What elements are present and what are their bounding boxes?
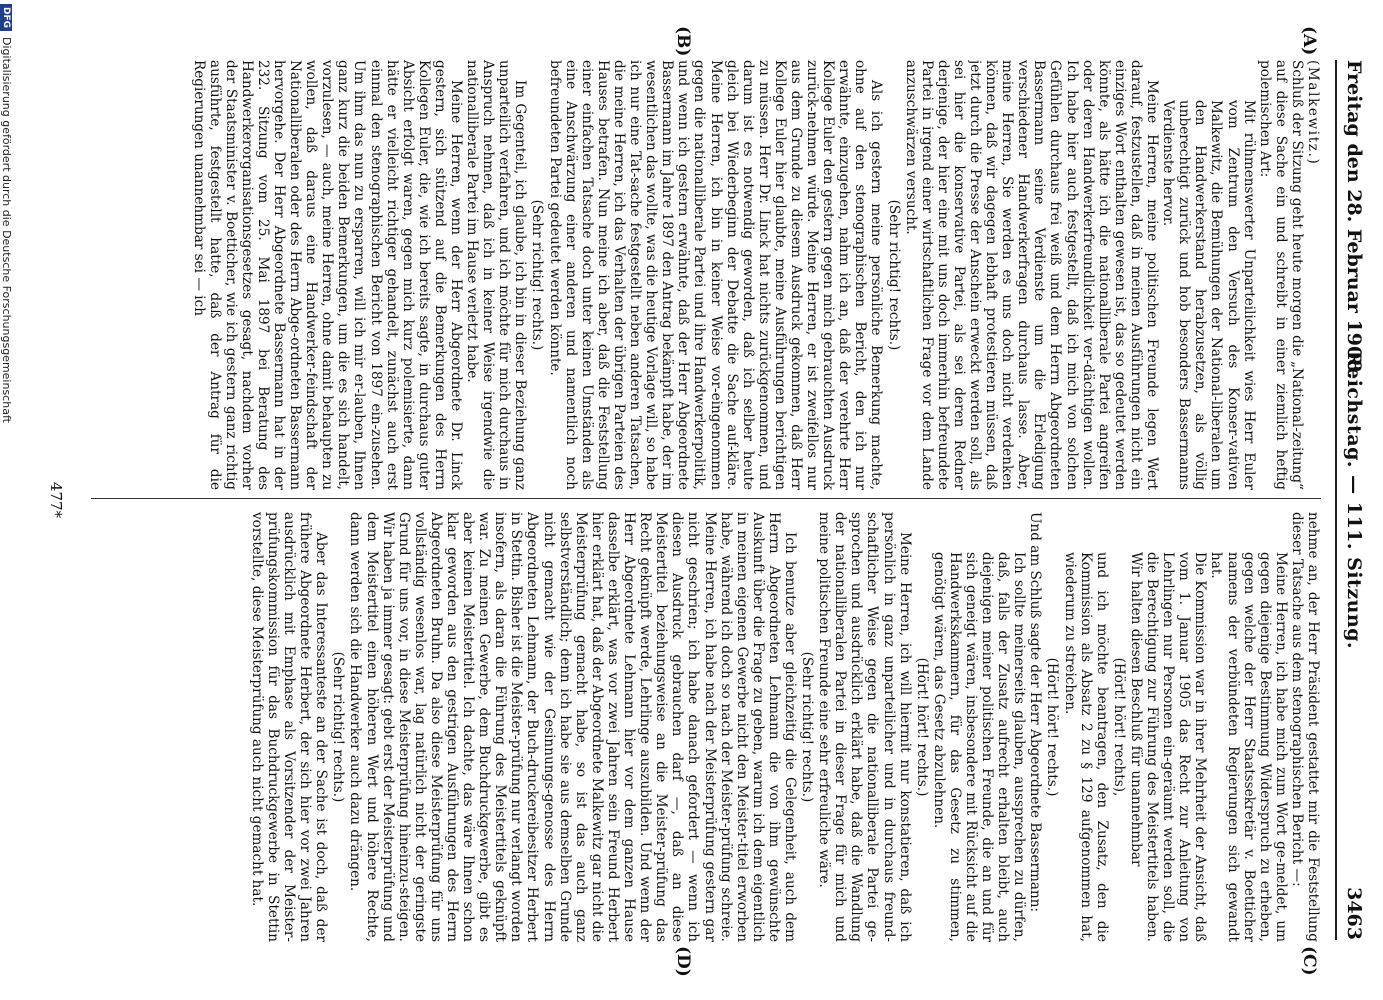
paragraph: Schluß der Sitzung geht heute morgen die „National-zeitung“ auf diese Sache ein und schreibt in einer ziemlich heftig polemischen Art: xyxy=(1256,60,1305,490)
paragraph: Ich benutze aber gleichzeitig die Gelegenheit, auch dem Herrn Abgeordneten Lehmann die von ihm gewünschte Auskunft über die Frage zu geben, warum ich dem eigentlich in meinen eigenen Gewerbe nicht den Meister-titel erworben habe, während ich doch so nach der Meister-prüfung schreie. Meine Herren, ich habe nach der Meisterprüfung gestern gar nicht geschrien; ich habe danach gefordert — wenn ich diesen Ausdruck gebrauchen darf —, daß an diese Meistertitel beziehungsweise an die Meister-prüfung das Recht geknüpft werde, Lehrlinge auszubilden. Und wenn der Herr Abgeordnete Lehmann hier vor dem ganzen Hause dasselbe erklärt, was vor zwei Jahren sein Freund Herbert hier erklärt hat, daß der Abgeordnete Malkewitz gar nicht die Meisterprüfung gemacht habe, so ist das auch ganz selbstverständlich; denn ich habe sie aus demselben Grunde nicht gemacht wie der Gesinnungs-genosse des Herrn Abgeordneten Lehmann, der Buch-druckereibesitzer Herbert in Stettin. Bisher ist die Meister-prüfung nur verlangt worden insofern, als daran die Führung des Meistertitels geknüpft war. Zu meinen Gewerbe, dem Buchdruckgewerbe, gibt es aber keinen Meistertitel. Ich dachte, das wäre Ihnen schon klar geworden aus den gestrigen Ausführungen des Herrn Abgeordneten Bruhn. Da also diese Meisterprüfung für uns vollständig wesenlos war, lag natürlich nicht der geringste Grund für uns vor, in diese Meisterprüfung hineinzu-steigen. Wir haben ja immer gesagt: gebt erst der Meisterprüfung und dem Meistertitel einen höheren Wert und höhere Rechte, dann werden sich die Handwerker auch dazu drängen. xyxy=(347,512,798,942)
interjection: (Hört! hört! rechts), xyxy=(1110,657,1127,797)
paragraph: Meine Herren, wenn der Herr Abgeordnete Dr. Linck gestern, sich stützend auf die Bemerkungen des Herrn Kollegen Euler, die, wie ich bereits sagte, in durchaus guter Absicht erfolgt waren, gegen mich kurz polemisierte, dann hätte er vielleicht richtiger gehandelt, zunächst auch erst einmal den stenographischen Bericht von 1897 ein-zusehen. Um ihm das nun zu ersparren, will ich mir er-lauben, Ihnen ganz kurz die beiden Bemerkungen, um die es sich handelt, vorzulesen, — auch, meine Herren, ohne damit behaupten zu wollen, daß daraus eine Handwerker-feindschaft der Nationalliberalen oder des Herrn Abge-ordneten Bassermann hervorgehe. Der Herr Abgeordnete Bassermann hat in der 232. Sitzung vom 25. Mai 1897 bei Beratung des Handwerkerorganisationsgesetzes gesagt, nachdem vorher der Staatsminister v. Boetticher, wie ich gestern ganz richtig ausführte, festgestellt hatte, daß der Antrag für die Regierungen unannehmbar sei — ich xyxy=(190,60,465,490)
paragraph: Meine Herren, meine politischen Freunde legen Wert darauf, festzustellen, daß in meinen Ausführungen nicht ein einziges Wort enthalten gewesen ist, das so gedeutet werden könnte, als hätte ich die nationalliberale Partei angreifen oder deren Handwerkerfreundlichkeit ver-dächtigen wollen. Ich habe hier auch festgestellt, daß ich mich von solchen Gefühlen durchaus frei weiß und dem Herrn Abgeordneten Bassermann seine Verdienste um die Erledigung verschiedener Handwerkerfragen durchaus lasse. Aber, meine Herren, Sie werden es uns doch nicht verdenken können, daß wir dagegen lebhaft protestieren müssen, daß jetzt durch die Presse der Anschein erweckt werden soll, als sei hier die konservative Partei, als sei deren Redner derjenige, der hier eine mit uns doch immerhin befreundete Partei in irgend einer wirtschaftlichen Frage vor dem Lande anzuschwärzen versucht. xyxy=(902,60,1161,490)
interjection: (Sehr richtig! rechts.) xyxy=(799,651,816,803)
dfg-logo: DFG xyxy=(1,4,13,31)
paragraph: (Malkewitz.) xyxy=(1305,60,1321,166)
digitization-credit xyxy=(0,0,13,984)
paragraph: Als ich gestern meine persönliche Bemerkung machte, ohne auf den stenographischen Bericht, den ich nur erwähnte, einzugehen, nahm ich an, daß der verehrte Herr Kollege Euler den gestern gegen mich gebrauchten Ausdruck zurück-nehmen würde. Meine Herren, er ist zweifellos nur aus dem Grunde zu diesem Ausdruck gekommen, daß Herr Kollege Euler hier glaubte, meine Ausführungen berichtigen zu müssen. Herr Dr. Linck hat nichts zurückgenommen, und darum ist es notwendig geworden, daß ich selber heute gleich bei Wiederbeginn der Debatte die Sache auf-kläre. Meine Herren, ich bin in keiner Weise vor-eingenommen gegen die nationalliberale Partei und ihre Handwerkerpolitik, und wenn ich gestern erwähnte, daß der Herr Abgeordnete Bassermann im Jahre 1897 den Antrag bekämpft habe, der im wesentlichen das wollte, was die heutige Vorlage will, so habe ich nur eine Tat-sache festgestellt neben anderen Tatsachen, die meine Herren, ich das Verhalten der übrigen Parteien des Hauses betrafen. Nun meine ich aber, daß die Feststellung einer einfachen Tatsache doch unter keinen Umständen als eine Anschwärzung einer anderen und namentlich noch befreundeten Partei gedeutet werden könnte. xyxy=(546,60,885,490)
margin-marker-d: (D) xyxy=(673,946,693,977)
right-text-column xyxy=(81,512,1321,942)
paragraph: Die Kommission war in ihrer Mehrheit der Ansicht, daß vom 1. Januar 1905 das Recht zur Anleitung von Lehrlingen nur Personen ein-geräumt werden soll, die die Berechtigung zur Führung des Meistertitels haben. Wir halten diesen Beschluß für unannehmbar xyxy=(1127,552,1209,942)
interjection: (Sehr richtig! rechts.) xyxy=(330,651,347,803)
paragraph: Ich sollte meinerseits glauben, aussprechen zu dürfen, daß, falls der Zusatz aufrecht erhalten bleibt, auch diejenigen meiner politischen Freunde, die an und für sich geneigt wären, insbesondere mit Rücksicht auf die Handwerkskammern, für das Gesetz zu stimmen, genötigt wären, das Gesetz abzulehnen. xyxy=(930,552,1028,942)
paragraph: nehme an, der Herr Präsident gestattet mir die Feststellung dieser Tatsache aus dem stenographischen Bericht —: xyxy=(1288,512,1321,942)
interjection: (Sehr richtig! rechts.) xyxy=(885,199,902,351)
column-divider xyxy=(91,498,1321,499)
paragraph: Meine Herren, ich habe mich zum Wort ge-meldet, um gegen diejenige Bestimmung Widerspruch zu erheben, gegen welche der Herr Staatssekretär v. Boetticher namens der verbündeten Regierungen sich gewandt hat. xyxy=(1208,552,1289,942)
interjection: (Hört! hört! rechts.) xyxy=(913,657,930,797)
margin-marker-a: (A) xyxy=(1299,26,1319,56)
header-date: Freitag den 28. Februar 1908. xyxy=(1343,60,1365,380)
paragraph: Im Gegenteil, ich glaube, ich bin in dieser Beziehung ganz unparteilich verfahren, und ich möchte für mich durchaus in Anspruch nehmen, daß ich in keiner Weise irgendwie die nationalliberale Partei im Hause verletzt habe. xyxy=(464,60,529,490)
header-session: Reichstag. — 111. Sitzung. xyxy=(1343,350,1365,650)
left-text-column xyxy=(81,60,1321,490)
paragraph: Meine Herren, ich will hiermit nur konstatieren, daß ich persönlich in ganz unparteilicher und in durchaus freund-schaftlicher Weise gegen die nationalliberale Partei ge-sprochen und ausdrücklich erklärt habe, daß die Wandlung der nationalliberalen Partei in dieser Frage für mich und meine politischen Freunde eine sehr erfreuliche wäre. xyxy=(816,512,913,942)
paragraph: Aber das Interessanteste an der Sache ist doch, daß der frühere Abgeordnete Herbert, der sich hier vor zwei Jahren ausdrücklich mit Emphase als Vorsitzender der Meister-prüfungskommission für das Buchdruckgewerbe in Stettin vorstellte, diese Meisterprüfung auch nicht gemacht hat. xyxy=(248,512,330,942)
paragraph: Mit rühmenswerter Unparteilichkeit wies Herr Euler vom Zentrum den Versuch des Konser-vativen Malkewitz, die Bemühungen der National-liberalen um den Handwerkerstand herabzusetzen, als völlig unberechtigt zurück und hob besonders Bassermanns Verdienste hervor. xyxy=(1160,100,1257,490)
page-header xyxy=(1335,60,1371,940)
header-page-number: 3463 xyxy=(1343,887,1365,940)
interjection: (Sehr richtig! rechts.) xyxy=(529,199,546,351)
paragraph: und ich möchte beantragen, den Zusatz, den die Kommission als Absatz 2 zu § 129 aufgenommen hat, wiederum zu streichen. xyxy=(1061,552,1110,942)
interjection: (Hört! hört! rechts.) xyxy=(1044,657,1061,797)
credit-text: Digitalisierung gefördert durch die Deutsche Forschungsgemeinschaft xyxy=(0,37,13,423)
margin-marker-c: (C) xyxy=(1299,946,1319,976)
margin-marker-b: (B) xyxy=(673,26,693,57)
paragraph: Und am Schluß sagte der Herr Abgeordnete Bassermann: xyxy=(1027,512,1044,913)
footer-page-number: 477* xyxy=(47,481,65,519)
